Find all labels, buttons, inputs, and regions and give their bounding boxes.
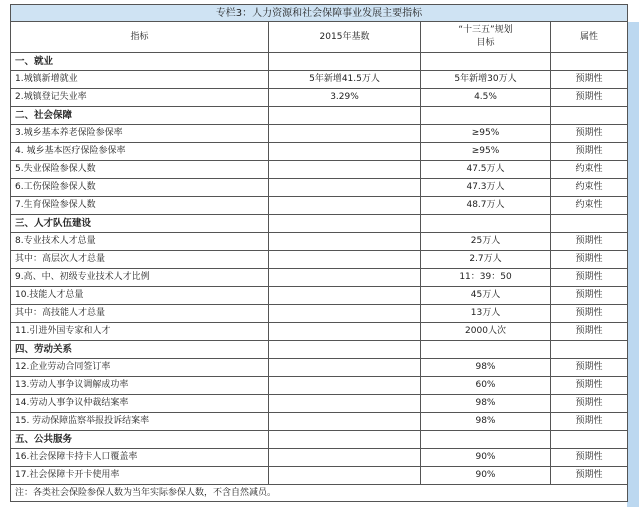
section-empty-cell (421, 431, 551, 449)
base-cell (269, 197, 421, 215)
section-empty-cell (421, 107, 551, 125)
base-cell: 3.29% (269, 89, 421, 107)
target-cell: 60% (421, 377, 551, 395)
header-target (421, 22, 551, 53)
section-empty-cell (551, 107, 628, 125)
indicator-cell: 8.专业技术人才总量 (11, 233, 269, 251)
attr-cell: 预期性 (551, 233, 628, 251)
table-row (11, 89, 628, 107)
base-cell (269, 395, 421, 413)
attr-cell: 约束性 (551, 179, 628, 197)
table-row (11, 449, 628, 467)
attr-cell: 预期性 (551, 125, 628, 143)
base-cell (269, 287, 421, 305)
target-cell: 11：39：50 (421, 269, 551, 287)
section-empty-cell (269, 341, 421, 359)
table-note: 注：各类社会保险参保人数为当年实际参保人数，不含自然减员。 (11, 485, 628, 502)
table-row (11, 377, 628, 395)
target-cell: 90% (421, 467, 551, 485)
table-row (11, 161, 628, 179)
section-empty-cell (551, 431, 628, 449)
base-cell (269, 305, 421, 323)
table-title-row (11, 5, 628, 22)
section-label: 三、人才队伍建设 (11, 215, 269, 233)
table-row (11, 233, 628, 251)
indicator-cell: 15. 劳动保障监察举报投诉结案率 (11, 413, 269, 431)
indicator-cell: 10.技能人才总量 (11, 287, 269, 305)
indicator-cell: 11.引进外国专家和人才 (11, 323, 269, 341)
base-cell (269, 143, 421, 161)
page-edge-strip (627, 22, 639, 507)
attr-cell: 预期性 (551, 269, 628, 287)
section-empty-cell (269, 431, 421, 449)
section-row (11, 107, 628, 125)
section-empty-cell (421, 341, 551, 359)
target-cell: 4.5% (421, 89, 551, 107)
indicator-cell: 6.工伤保险参保人数 (11, 179, 269, 197)
section-empty-cell (269, 107, 421, 125)
section-row (11, 431, 628, 449)
header-row (11, 22, 628, 53)
table-row (11, 359, 628, 377)
indicator-cell: 12.企业劳动合同签订率 (11, 359, 269, 377)
table-row (11, 197, 628, 215)
table-row (11, 179, 628, 197)
section-empty-cell (421, 53, 551, 71)
header-target-line2: 目标 (476, 38, 495, 48)
target-cell: 47.5万人 (421, 161, 551, 179)
base-cell (269, 467, 421, 485)
indicator-cell: 2.城镇登记失业率 (11, 89, 269, 107)
target-cell: 45万人 (421, 287, 551, 305)
target-cell: 47.3万人 (421, 179, 551, 197)
base-cell (269, 269, 421, 287)
indicator-cell: 其中：高技能人才总量 (11, 305, 269, 323)
target-cell: 5年新增30万人 (421, 71, 551, 89)
target-cell: ≥95% (421, 125, 551, 143)
attr-cell: 预期性 (551, 377, 628, 395)
attr-cell: 约束性 (551, 161, 628, 179)
indicator-cell: 9.高、中、初级专业技术人才比例 (11, 269, 269, 287)
section-label: 一、就业 (11, 53, 269, 71)
base-cell (269, 125, 421, 143)
section-empty-cell (551, 341, 628, 359)
base-cell (269, 359, 421, 377)
table-row (11, 413, 628, 431)
indicator-cell: 7.生育保险参保人数 (11, 197, 269, 215)
table-row (11, 251, 628, 269)
indicator-cell: 16.社会保障卡持卡人口覆盖率 (11, 449, 269, 467)
target-cell: 98% (421, 413, 551, 431)
attr-cell: 预期性 (551, 395, 628, 413)
base-cell (269, 233, 421, 251)
header-base: 2015年基数 (269, 22, 421, 53)
header-indicator: 指标 (11, 22, 269, 53)
attr-cell: 预期性 (551, 359, 628, 377)
attr-cell: 预期性 (551, 305, 628, 323)
target-cell: 48.7万人 (421, 197, 551, 215)
section-row (11, 53, 628, 71)
attr-cell: 预期性 (551, 251, 628, 269)
attr-cell: 预期性 (551, 71, 628, 89)
table-row (11, 467, 628, 485)
indicator-cell: 17.社会保障卡开卡使用率 (11, 467, 269, 485)
target-cell: 98% (421, 395, 551, 413)
base-cell (269, 251, 421, 269)
target-cell: 2.7万人 (421, 251, 551, 269)
attr-cell: 预期性 (551, 323, 628, 341)
section-label: 二、社会保障 (11, 107, 269, 125)
attr-cell: 约束性 (551, 197, 628, 215)
section-empty-cell (421, 215, 551, 233)
table-row (11, 143, 628, 161)
section-row (11, 215, 628, 233)
table-row (11, 395, 628, 413)
attr-cell: 预期性 (551, 89, 628, 107)
section-empty-cell (269, 53, 421, 71)
base-cell: 5年新增41.5万人 (269, 71, 421, 89)
section-empty-cell (551, 53, 628, 71)
header-attr: 属性 (551, 22, 628, 53)
indicator-cell: 13.劳动人事争议调解成功率 (11, 377, 269, 395)
base-cell (269, 179, 421, 197)
table-row (11, 287, 628, 305)
section-empty-cell (269, 215, 421, 233)
section-row (11, 341, 628, 359)
indicator-cell: 其中：高层次人才总量 (11, 251, 269, 269)
section-label: 五、公共服务 (11, 431, 269, 449)
target-cell: 25万人 (421, 233, 551, 251)
table-row (11, 125, 628, 143)
note-row (11, 485, 628, 502)
target-cell: 90% (421, 449, 551, 467)
attr-cell: 预期性 (551, 287, 628, 305)
target-cell: ≥95% (421, 143, 551, 161)
table-title: 专栏3：人力资源和社会保障事业发展主要指标 (11, 5, 628, 22)
indicator-cell: 5.失业保险参保人数 (11, 161, 269, 179)
attr-cell: 预期性 (551, 413, 628, 431)
base-cell (269, 323, 421, 341)
table-row (11, 323, 628, 341)
indicators-table (10, 4, 628, 502)
attr-cell: 预期性 (551, 449, 628, 467)
indicator-cell: 3.城乡基本养老保险参保率 (11, 125, 269, 143)
base-cell (269, 413, 421, 431)
header-target-line1: “十三五”规划 (458, 25, 513, 35)
attr-cell: 预期性 (551, 467, 628, 485)
attr-cell: 预期性 (551, 143, 628, 161)
target-cell: 13万人 (421, 305, 551, 323)
base-cell (269, 449, 421, 467)
section-empty-cell (551, 215, 628, 233)
target-cell: 2000人次 (421, 323, 551, 341)
base-cell (269, 161, 421, 179)
table-row (11, 269, 628, 287)
base-cell (269, 377, 421, 395)
indicator-cell: 4. 城乡基本医疗保险参保率 (11, 143, 269, 161)
table-row (11, 71, 628, 89)
indicator-cell: 14.劳动人事争议仲裁结案率 (11, 395, 269, 413)
target-cell: 98% (421, 359, 551, 377)
section-label: 四、劳动关系 (11, 341, 269, 359)
table-row (11, 305, 628, 323)
indicator-cell: 1.城镇新增就业 (11, 71, 269, 89)
